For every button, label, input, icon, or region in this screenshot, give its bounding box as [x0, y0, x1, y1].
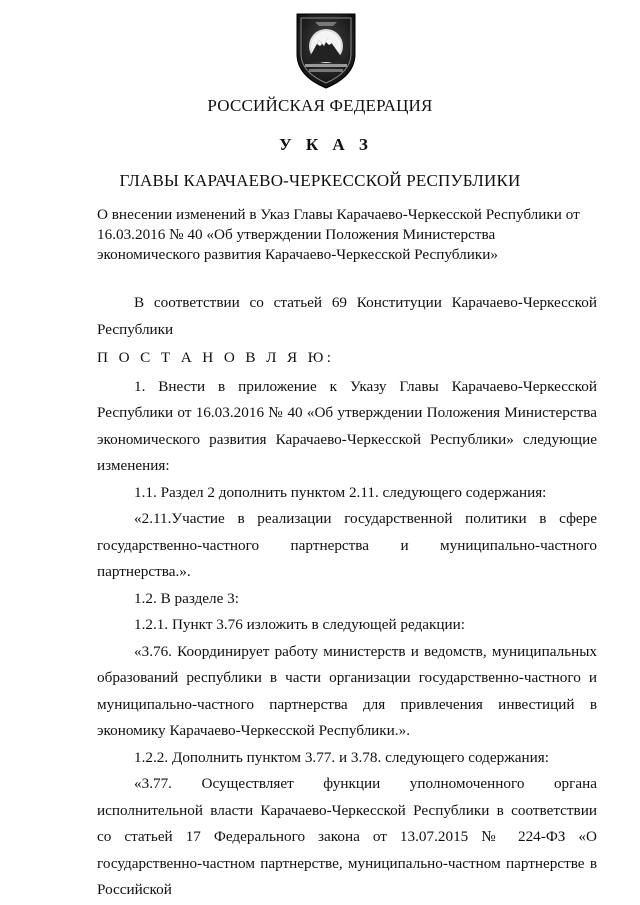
decree-title: О внесении изменений в Указ Главы Карачаево-Черкесской Республики от 16.03.2016 № 40 «Об утверждении Положения Министерства экономического развития Карачаево-Черкесской Республики» [97, 206, 580, 263]
clause-3-77-paragraph: «3.77. Осуществляет функции уполномоченного органа исполнительной власти Карачаево-Черкесской Республики в соответствии со статьей 17 Федерального закона от 13.07.2015 № 224-ФЗ «О государственно-частном партнерстве, муниципально-частном партнерстве в Российской [97, 775, 597, 898]
item-1-2-2-paragraph: 1.2.2. Дополнить пунктом 3.77. и 3.78. следующего содержания: [134, 748, 549, 766]
clause-2-11-paragraph: «2.11.Участие в реализации государственной политики в сфере государственно-частного партнерства и муниципально-частного партнерства.». [97, 510, 597, 580]
preamble-paragraph: В соответствии со статьей 69 Конституции Карачаево-Черкесской Республики [97, 294, 597, 338]
item-1-2-paragraph: 1.2. В разделе 3: [134, 589, 239, 607]
item-1-1-paragraph: 1.1. Раздел 2 дополнить пунктом 2.11. следующего содержания: [134, 483, 547, 501]
decree-operative-word: П О С Т А Н О В Л Я Ю: [97, 349, 335, 366]
clause-3-76-paragraph: «3.76. Координирует работу министерств и ведомств, муниципальных образований республики в части организации государственно-частного и муниципально-частного партнерства для привлечения инвестиций в экономику Карачаево-Черкесской Республики.». [97, 642, 597, 739]
item-1-2-1-paragraph: 1.2.1. Пункт 3.76 изложить в следующей редакции: [134, 616, 465, 633]
issuer-heading: ГЛАВЫ КАРАЧАЕВО-ЧЕРКЕССКОЙ РЕСПУБЛИКИ [119, 171, 521, 190]
decree-body [97, 290, 597, 904]
country-heading: РОССИЙСКАЯ ФЕДЕРАЦИЯ [207, 96, 433, 115]
coat-of-arms-icon [293, 10, 359, 90]
item-1-paragraph: 1. Внести в приложение к Указу Главы Карачаево-Черкесской Республики от 16.03.2016 № 40 «Об утверждении Положения Министерства экономического развития Карачаево-Черкесской Республики» следующие изменения: [97, 377, 597, 474]
document-type-heading: У К А З [279, 135, 373, 154]
